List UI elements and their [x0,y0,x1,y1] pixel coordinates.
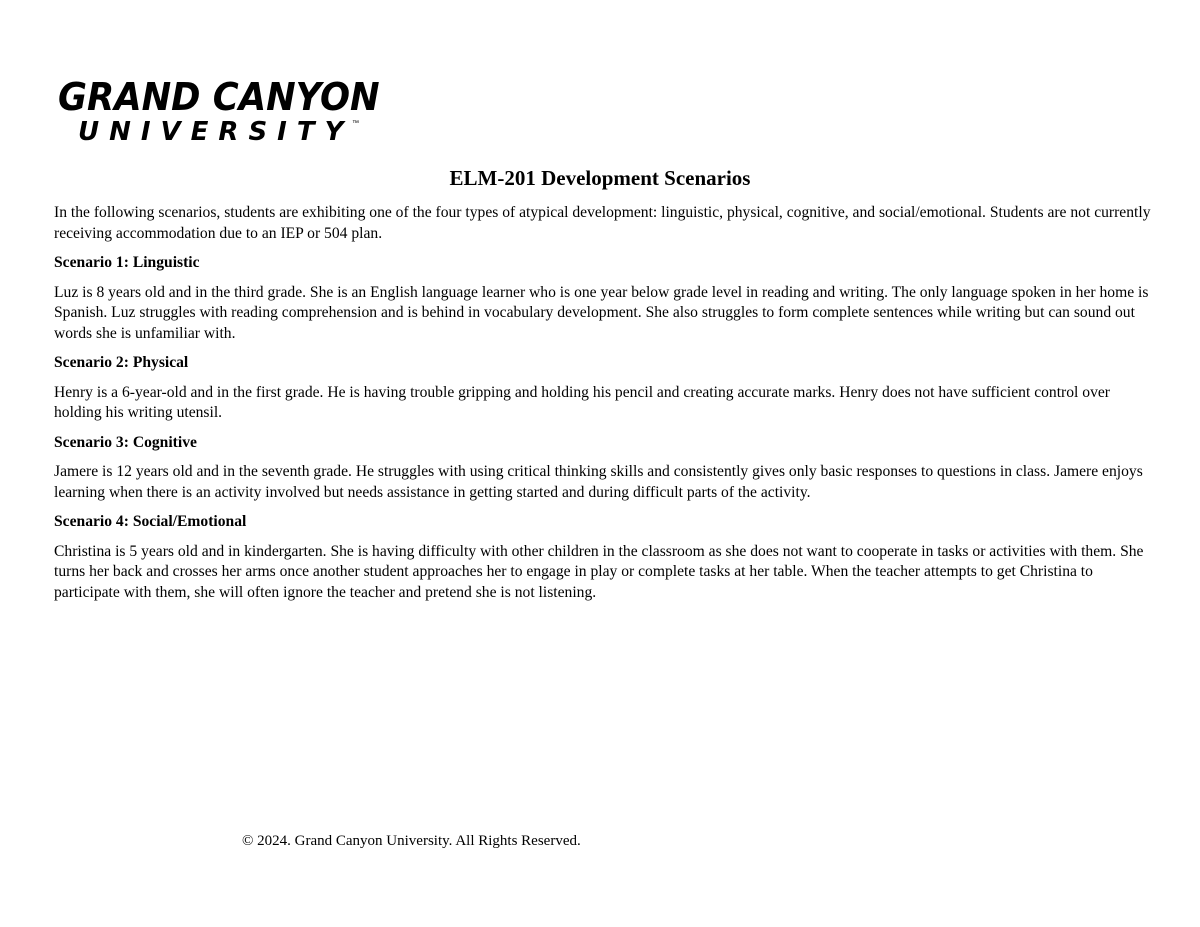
university-logo [58,75,380,150]
trademark-symbol: ™ [352,120,359,127]
scenario-4-heading: Scenario 4: Social/Emotional [54,513,247,530]
scenario-2-heading: Scenario 2: Physical [54,354,189,371]
intro-paragraph: In the following scenarios, students are exhibiting one of the four types of atypical development: linguistic, physical, cognitive, and social/emotional. Students are not currently receiving accommodation due to an IEP or 504 plan. [54,204,1151,242]
document-title: ELM-201 Development Scenarios [449,166,751,190]
logo-wordmark-top: GRAND CANYON [58,75,380,119]
scenario-1-text: Luz is 8 years old and in the third grade. She is an English language learner who is one year below grade level in reading and writing. The only language spoken in her home is Spanish. Luz struggles with reading comprehension and is behind in vocabulary development. She also struggles to form complete sentences while writing but can sound out words she is unfamiliar with. [54,283,1149,342]
scenario-3-heading: Scenario 3: Cognitive [54,433,197,451]
document-body [54,203,1154,612]
scenario-2-text: Henry is a 6-year-old and in the first grade. He is having trouble gripping and holding his pencil and creating accurate marks. Henry does not have sufficient control over holding his writing utensil. [54,383,1110,421]
scenario-4-text: Christina is 5 years old and in kindergarten. She is having difficulty with other children in the classroom as she does not want to cooperate in tasks or activities with them. She turns her back and crosses her arms once another student approaches her to engage in play or complete tasks at her table. When the teacher attempts to get Christina to participate with them, she will often ignore the teacher and pretend she is not listening. [54,542,1144,601]
scenario-1-heading: Scenario 1: Linguistic [54,254,200,271]
copyright-footer: © 2024. Grand Canyon University. All Rights Reserved. [242,833,581,849]
logo-wordmark-bottom: UNIVERSITY [78,117,354,147]
scenario-3-text: Jamere is 12 years old and in the seventh grade. He struggles with using critical thinking skills and consistently gives only basic responses to questions in class. Jamere enjoys learning when there is an activity involved but needs assistance in getting started and during difficult parts of the activity. [54,463,1143,501]
